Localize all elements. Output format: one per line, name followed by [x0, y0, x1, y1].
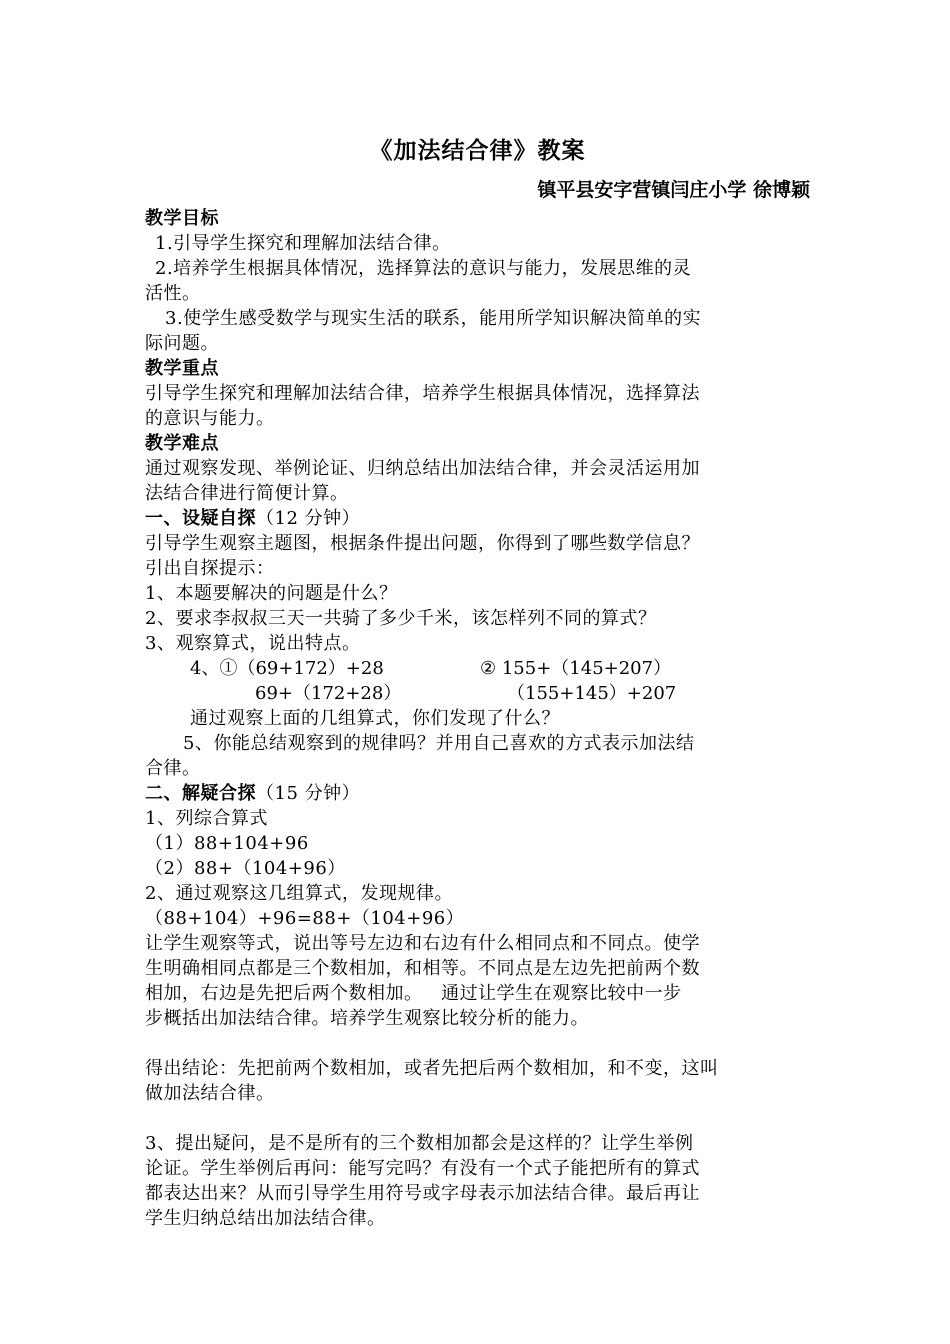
difficulties-line: 通过观察发现、举例论证、归纳总结出加法结合律，并会灵活运用加	[145, 458, 700, 479]
section1-after-line: 合律。	[145, 758, 201, 779]
section2-line: 2、通过观察这几组算式，发现规律。	[145, 883, 453, 904]
key-points-line: 的意识与能力。	[145, 408, 275, 429]
question-line: 学生归纳总结出加法结合律。	[145, 1208, 386, 1229]
section2-line: （88+104）+96=88+（104+96）	[145, 908, 465, 929]
objective-item: 活性。	[145, 283, 201, 304]
section2-heading: 二、解疑合探	[145, 783, 256, 804]
spacer	[145, 1031, 810, 1056]
question-line: 都表达出来？从而引导学生用符号或字母表示加法结合律。最后再让	[145, 1183, 700, 1204]
document-page	[145, 132, 810, 1231]
section1-line: 1、本题要解决的问题是什么？	[145, 583, 398, 604]
document-title: 《加法结合律》教案	[369, 137, 586, 164]
objective-item: 2.培养学生根据具体情况，选择算法的意识与能力，发展思维的灵	[155, 258, 692, 279]
section2-line: 1、列综合算式	[145, 808, 268, 829]
objective-item: 际问题。	[145, 333, 219, 354]
section1-heading: 一、设疑自探	[145, 508, 256, 529]
section2-line: 让学生观察等式，说出等号左边和右边有什么相同点和不同点。使学	[145, 933, 700, 954]
section2-line: 相加，右边是先把后两个数相加。 通过让学生在观察比较中一步	[145, 983, 682, 1004]
section1-duration: （12 分钟）	[256, 508, 361, 529]
key-points-heading: 教学重点	[145, 358, 219, 379]
formula-left: 4、①（69+172）+28	[190, 658, 384, 679]
formula-left: 69+（172+28）	[255, 683, 402, 704]
formula-right: （155+145）+207	[507, 683, 677, 704]
difficulties-heading: 教学难点	[145, 433, 219, 454]
section2-line: 步概括出加法结合律。培养学生观察比较分析的能力。	[145, 1008, 589, 1029]
formula-row	[145, 681, 810, 706]
section1-line: 引导学生观察主题图，根据条件提出问题，你得到了哪些数学信息？	[145, 533, 700, 554]
section1-line: 2、要求李叔叔三天一共骑了多少千米，该怎样列不同的算式？	[145, 608, 657, 629]
question-line: 论证。学生举例后再问：能写完吗？有没有一个式子能把所有的算式	[145, 1158, 700, 1179]
conclusion-line: 做加法结合律。	[145, 1083, 275, 1104]
spacer	[145, 1106, 810, 1131]
section1-heading-line	[145, 506, 810, 531]
section1-line: 引出自探提示：	[145, 558, 275, 579]
objective-item: 3.使学生感受数学与现实生活的联系，能用所学知识解决简单的实	[165, 308, 702, 329]
objectives-heading: 教学目标	[145, 208, 219, 229]
formula-right: ② 155+（145+207）	[480, 658, 672, 679]
section2-heading-line	[145, 781, 810, 806]
difficulties-line: 法结合律进行简便计算。	[145, 483, 349, 504]
section1-after-line: 5、你能总结观察到的规律吗？并用自己喜欢的方式表示加法结	[183, 733, 695, 754]
question-line: 3、提出疑问，是不是所有的三个数相加都会是这样的？让学生举例	[145, 1133, 694, 1154]
author-line: 镇平县安字营镇闫庄小学 徐博颖	[537, 179, 810, 201]
objective-item: 1.引导学生探究和理解加法结合律。	[155, 233, 451, 254]
section1-after-line: 通过观察上面的几组算式，你们发现了什么？	[190, 708, 560, 729]
section2-line: （1）88+104+96	[145, 833, 309, 854]
section1-line: 3、观察算式，说出特点。	[145, 633, 361, 654]
section2-duration: （15 分钟）	[256, 783, 361, 804]
formula-row	[145, 656, 810, 681]
section2-line: 生明确相同点都是三个数相加，和相等。不同点是左边先把前两个数	[145, 958, 700, 979]
key-points-line: 引导学生探究和理解加法结合律，培养学生根据具体情况，选择算法	[145, 383, 700, 404]
section2-line: （2）88+（104+96）	[145, 858, 346, 879]
conclusion-line: 得出结论：先把前两个数相加，或者先把后两个数相加，和不变，这叫	[145, 1058, 719, 1079]
